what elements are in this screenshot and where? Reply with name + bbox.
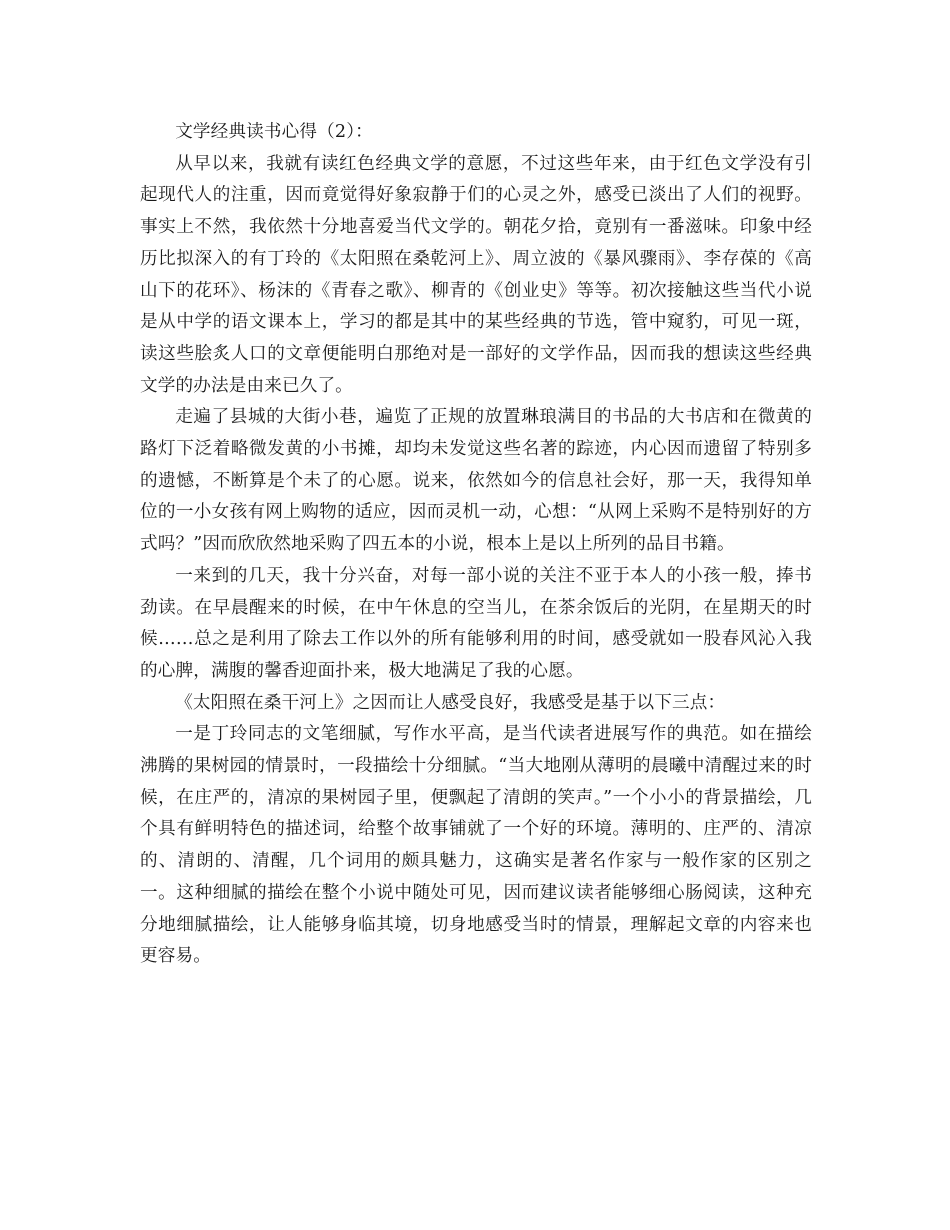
paragraph-search: 走遍了县城的大街小巷，遍览了正规的放置琳琅满目的书品的大书店和在微黄的路灯下泛着略微发黄的小书摊，却均未发觉这些名著的踪迹，内心因而遗留了特别多的遗憾，不断算是个未了的心愿。说来，依然如今的信息社会好，那一天，我得知单位的一小女孩有网上购物的适应，因而灵机一动，心想：“从网上采购不是特别好的方式吗？”因而欣欣然地采购了四五本的小说，根本上是以上所列的品目书籍。 [140, 407, 812, 555]
paragraph-point-one: 一是丁玲同志的文笔细腻，写作水平高，是当代读者进展写作的典范。如在描绘沸腾的果树园的情景时，一段描绘十分细腻。“当大地刚从薄明的晨曦中清醒过来的时候，在庄严的，清凉的果树园子里，便飘起了清朗的笑声。”一个小小的背景描绘，几个具有鲜明特色的描述词，给整个故事铺就了一个好的环境。薄明的、庄严的、清凉的、清朗的、清醒，几个词用的颇具魅力，这确实是著名作家与一般作家的区别之一。这种细腻的描绘在整个小说中随处可见，因而建议读者能够细心肠阅读，这种充分地细腻描绘，让人能够身临其境，切身地感受当时的情景，理解起文章的内容来也更容易。 [140, 724, 812, 967]
paragraph-intro: 从早以来，我就有读红色经典文学的意愿，不过这些年来，由于红色文学没有引起现代人的注重，因而竟觉得好象寂静于们的心灵之外，感受已淡出了人们的视野。事实上不然，我依然十分地喜爱当代文学的。朝花夕拾，竟别有一番滋味。印象中经历比拟深入的有丁玲的《太阳照在桑乾河上》、周立波的《暴风骤雨》、李存葆的《高山下的花环》、杨沫的《青春之歌》、柳青的《创业史》等等。初次接触这些当代小说是从中学的语文课本上，学习的都是其中的某些经典的节选，管中窥豹，可见一斑，读这些脍炙人口的文章便能明白那绝对是一部好的文学作品，因而我的想读这些经典文学的办法是由来已久了。 [140, 153, 812, 396]
document-title: 文学经典读书心得（2）： [175, 122, 373, 142]
paragraph-reading: 一来到的几天，我十分兴奋，对每一部小说的关注不亚于本人的小孩一般，捧书劲读。在早晨醒来的时候，在中午休息的空当儿，在茶余饭后的光阴，在星期天的时候……总之是利用了除去工作以外的所有能够利用的时间，感受就如一股春风沁入我的心脾，满腹的馨香迎面扑来，极大地满足了我的心愿。 [140, 565, 812, 681]
paragraph-reasons: 《太阳照在桑干河上》之因而让人感受良好，我感受是基于以下三点： [175, 692, 726, 713]
document-body [140, 117, 812, 973]
